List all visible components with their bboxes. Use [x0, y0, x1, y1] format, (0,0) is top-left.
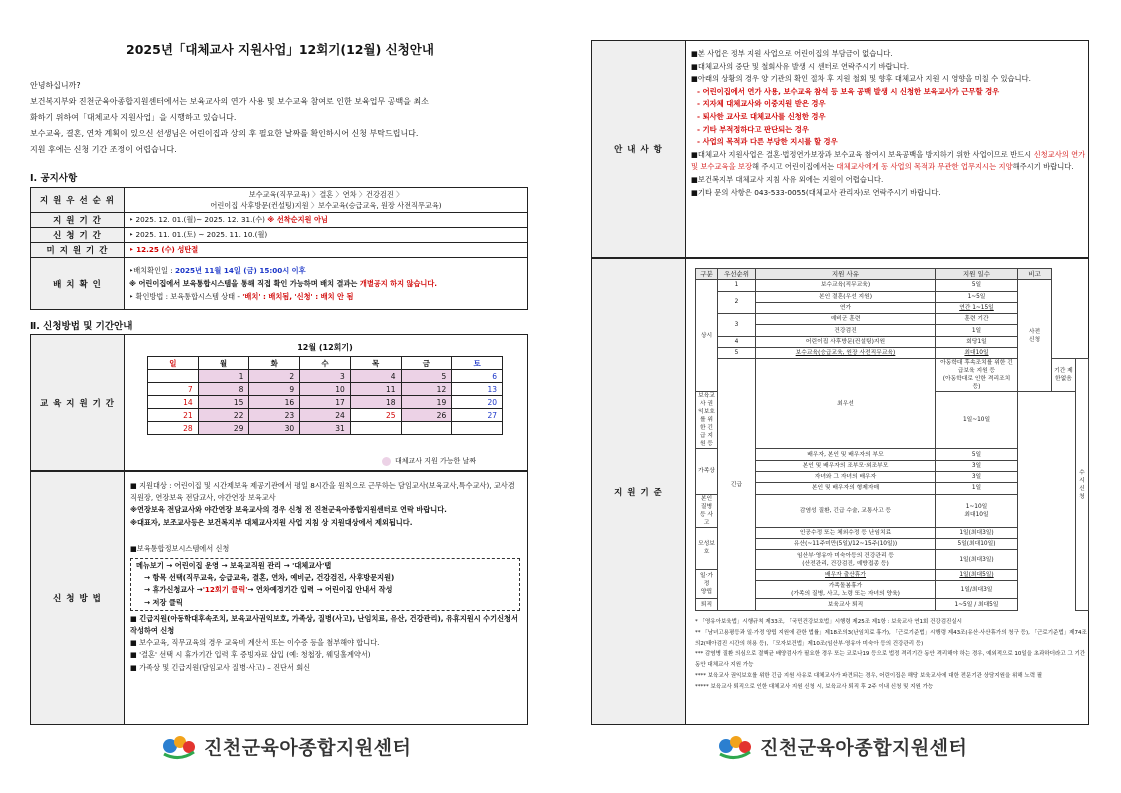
calendar-day: 5	[401, 370, 452, 383]
confirm-l3b: '배치' : 배치됨, '신청' : 배치 안 됨	[242, 292, 354, 301]
right-page	[561, 0, 1121, 793]
confirm-line	[129, 290, 523, 303]
guide-line: ■보건복지부 대체교사 지침 사유 외에는 지원이 어렵습니다.	[691, 174, 884, 184]
calendar	[147, 356, 503, 435]
apply-bullet: ■ 긴급지원(아동학대후속조치, 보육교사권익보호, 가족상, 질병(사고), 난임치료, 유산, 건강관리), 유휴지원시 수기신청서 작성하여 신청	[130, 613, 518, 636]
standard-label: 지 원 기 준	[592, 259, 686, 724]
cell: 1~5일 / 최대5일	[936, 599, 1018, 610]
guide-line: ■대체교사의 중단 및 철회사유 발생 시 센터로 연락주시기 바랍니다.	[691, 61, 910, 71]
weekday-sat: 토	[452, 357, 503, 370]
calendar-day: 3	[300, 370, 351, 383]
col-header: 비고	[1018, 269, 1052, 280]
cell: 1일	[936, 325, 1018, 336]
calendar-week	[148, 409, 503, 422]
cell: 배우자, 본인 및 배우자의 부모	[756, 449, 936, 460]
calendar-day	[401, 422, 452, 435]
section-heading: Ⅱ. 신청방법 및 기간안내	[30, 321, 133, 332]
cell: 훈련 기간	[936, 314, 1018, 325]
cell: 1	[718, 280, 756, 291]
support-label: 지 원 기 간	[31, 213, 125, 228]
cell: 어린이집 사후방문(컨설팅)지원	[756, 336, 936, 347]
calendar-day: 7	[148, 383, 199, 396]
col-header: 구분	[696, 269, 718, 280]
center-logo	[160, 732, 411, 760]
calendar-title: 12월 (12회기)	[297, 343, 353, 352]
guide-l4b: 신청교사의 연가 및 보수교육을 보장	[691, 149, 1086, 172]
priority-label: 지 원 우 선 순 위	[31, 188, 125, 213]
guide-line: ■본 사업은 정부 지원 사업으로 어린이집의 부담금이 없습니다.	[691, 49, 893, 58]
menu-step: 메뉴보기 → 어린이집 운영 → 보육교직원 관리 → '대체교사'탭	[136, 561, 332, 571]
note-any: 수시 신청	[1075, 359, 1088, 610]
cell: 1~10일 최대10일	[936, 494, 1018, 527]
calendar-week	[148, 422, 503, 435]
calendar-day	[350, 422, 401, 435]
guide-l4c: 해 주시고 어린이집에서는	[752, 162, 837, 172]
calendar-week	[148, 383, 503, 396]
calendar-day: 1	[198, 370, 249, 383]
intro-line: 화하기 위하여「대체교사 지원사업」을 시행하고 있습니다.	[30, 113, 237, 122]
apply-note: ※연장보육 전담교사와 야간연장 보육교사의 경우 신청 전 진천군육아종합지원센터로 연락 바랍니다.	[130, 505, 447, 515]
cell: 최우선	[756, 359, 936, 449]
table-row	[696, 280, 1089, 291]
menu-step: → 항목 선택(직무교육, 승급교육, 결혼, 연차, 예비군, 건강검진, 사후방문지원)	[144, 573, 395, 583]
calendar-day: 18	[350, 396, 401, 409]
calendar-week	[148, 396, 503, 409]
intro-text	[30, 78, 540, 158]
cell: 1일(최대3일)	[936, 550, 1018, 570]
calendar-day: 6	[452, 370, 503, 383]
center-logo	[716, 732, 967, 760]
cell: 본인 및 배우자의 형제자매	[756, 483, 936, 494]
cell: 1일(최대3일)	[936, 527, 1018, 538]
weekday-sun: 일	[148, 357, 199, 370]
calendar-day: 12	[401, 383, 452, 396]
menu-step-b: '12회기 클릭'	[202, 585, 248, 595]
cell: 임산부·영유아 미숙아등의 건강관리 등 (산전관리, 건강검진, 예방접종 등)	[756, 550, 936, 570]
calendar-day: 29	[198, 422, 249, 435]
cell: 3일	[936, 471, 1018, 482]
cell: 모성보호	[696, 527, 718, 570]
notice-table	[30, 187, 528, 310]
apply-note: ※대표자, 보조교사등은 보건복지부 대체교사지원 사업 지침 상 지원대상에서 제외됩니다.	[130, 517, 413, 527]
cell: 감염성 질환, 긴급 수술, 교통사고 등	[756, 494, 936, 527]
confirm-line	[129, 277, 523, 290]
note-pre: 사전 신청	[1018, 280, 1052, 392]
support-value	[125, 213, 528, 228]
calendar-day: 13	[452, 383, 503, 396]
calendar-day: 27	[452, 409, 503, 422]
calendar-day: 30	[249, 422, 300, 435]
cell: 보수교육(직무교육)	[756, 280, 936, 291]
cell: 연가	[756, 302, 936, 313]
menu-step	[136, 584, 514, 596]
guide-reason: - 퇴사한 교사로 대체교사를 신청한 경우	[697, 111, 826, 121]
cell: 1~5일	[936, 291, 1018, 302]
apply-bullet: ■ 보수교육, 직무교육의 경우 교육비 계산서 또는 이수증 등을 첨부해야 합니다.	[130, 638, 380, 648]
footnote: *** 감염병 질환 의심으로 결핵균 배양검사가 필요한 경우 또는 코로나19 등으로 법정 격리기간 동안 격리해야 하는 경우, 예외적으로 10일을 초과하더라고 그 기간 동안 대체교사 지원 가능	[695, 651, 1086, 669]
calendar-day: 8	[198, 383, 249, 396]
calendar-day: 16	[249, 396, 300, 409]
guide-label: 안 내 사 항	[592, 41, 686, 257]
calendar-day	[148, 370, 199, 383]
intro-line: 보건복지부와 진천군육아종합지원센터에서는 보육교사의 연가 사용 및 보수교육 참여로 인한 보육업무 공백을 최소	[30, 97, 429, 106]
menu-step: → 저장 클릭	[144, 597, 183, 607]
group-urgent: 긴급	[718, 359, 756, 610]
calendar-day: 2	[249, 370, 300, 383]
calendar-day: 31	[300, 422, 351, 435]
calendar-day: 22	[198, 409, 249, 422]
guide-l4e: 해주시기 바랍니다.	[1012, 162, 1074, 172]
weekday: 수	[300, 357, 351, 370]
weekday: 화	[249, 357, 300, 370]
cell: 최대10일	[936, 348, 1018, 359]
col-header: 우선순위	[718, 269, 756, 280]
standard-table	[695, 268, 1089, 611]
apply-method-content	[130, 480, 520, 674]
priority-value	[125, 188, 528, 213]
apply-target: ■ 지원대상 : 어린이집 및 시간제보육 제공기관에서 평일 8시간을 원칙으로 근무하는 담임교사(보육교사,특수교사), 교사겸직원장, 연장보육 전담교사, 야간연장 보육교사	[130, 481, 515, 503]
cell: 배우자 출산휴가	[756, 570, 936, 581]
guide-l4d: 대체교사에게 동 사업의 목적과 무관한 업무지시는 지양	[836, 162, 1013, 172]
cell: 5일(최대10일)	[936, 538, 1018, 549]
calendar-day: 20	[452, 396, 503, 409]
guide-line	[691, 149, 1086, 174]
guide-l4a: ■대체교사 지원사업은 결혼·법정연가보장과 보수교육 참여시 보육공백을 방지하기 위한 사업이므로 반드시	[691, 149, 1034, 159]
cell: 가족상	[696, 449, 718, 494]
calendar-day: 19	[401, 396, 452, 409]
cell: 1일~10일	[936, 392, 1018, 449]
support-note: ※ 선착순지원 아님	[267, 215, 328, 224]
cell: 3일	[936, 460, 1018, 471]
guide-reason: - 지자체 대체교사와 이중지원 받은 경우	[697, 99, 826, 109]
calendar-day: 10	[300, 383, 351, 396]
footnote: * 「영유아보육법」시행규칙 제33조, 「국민건강보호법」시행령 제25조 제1항 : 보육교사 연1회 건강검진실시	[695, 619, 962, 625]
nosupport-label: 미 지 원 기 간	[31, 243, 125, 258]
legend-swatch	[382, 457, 391, 466]
guide-line: ■아래의 상황의 경우 양 기관의 확인 절차 후 지원 철회 및 향후 대체교사 지원 시 영향을 미칠 수 있습니다.	[691, 74, 1031, 84]
calendar-day: 28	[148, 422, 199, 435]
page-title: 2025년「대체교사 지원사업」12회기(12월) 신청안내	[126, 42, 434, 57]
cell: 5일	[936, 280, 1018, 291]
confirm-l2a: ※ 어린이집에서 보육통합시스템을 통해 직접 확인 가능하며 배치 결과는	[129, 279, 360, 288]
cell: 1일	[936, 483, 1018, 494]
footnote: ** 「남녀고용평등과 일·가정 양립 지원에 관한 법률」제18조의3(난임치료 휴가), 「근로기준법」시행령 제43조(유산·사산휴가의 청구 등), 「근로기준법」제74조의2(태아검진 시간의 허용 등), 「모자보건법」제10조(임산부·영유아 미숙아 등의 건강관리 등)	[695, 629, 1087, 647]
intro-line: 보수교육, 결혼, 연차 계획이 있으신 선생님은 어린이집과 상의 후 필요한 날짜를 확인하시어 신청 부탁드립니다.	[30, 129, 419, 138]
footnote: **** 보육교사 권익보호를 위한 긴급 지원 사유로 대체교사가 파견되는 경우, 어린이집은 해당 보육교사에 대한 전문기관 상담지원을 위해 노력 필	[695, 672, 1043, 679]
group-regular: 상시	[696, 280, 718, 392]
apply-system: ■보육통합정보시스템에서 신청	[130, 543, 230, 553]
logo-icon	[160, 732, 198, 760]
nosupport-value: ‣ 12.25 (수) 성탄절	[125, 243, 528, 258]
cell: 보육교사 권익보호를 위한 긴급 지원 등	[696, 392, 718, 449]
col-header: 지원 사유	[756, 269, 936, 280]
guide-reason: - 어린이집에서 연가 사용, 보수교육 참석 등 보육 공백 발생 시 신청한 보육교사가 근무할 경우	[697, 86, 1000, 96]
cell: 가족돌봄휴가 (가족의 질병, 사고, 노령 또는 자녀의 양육)	[756, 581, 936, 599]
guide-reason: - 사업의 목적과 다른 부당한 지시를 할 경우	[697, 137, 838, 147]
menu-step-a: → 휴가신청교사 →	[144, 585, 203, 595]
cell: 아동학대 후속조치를 위한 긴급보육 지원 등 (아동학대로 인한 격리조치 등)	[936, 359, 1018, 392]
logo-icon	[716, 732, 754, 760]
calendar-day: 26	[401, 409, 452, 422]
cell: 5일	[936, 449, 1018, 460]
confirm-l1a: ‣배치확인일 :	[129, 266, 175, 275]
confirm-l2b: 개별공지 하지 않습니다.	[359, 279, 438, 288]
col-header: 지원 일수	[936, 269, 1018, 280]
calendar-day: 23	[249, 409, 300, 422]
guide-content	[691, 48, 1086, 199]
priority-line: 보수교육(직무교육) 〉결혼 〉연차 〉건강검진 〉	[248, 190, 404, 199]
calendar-day: 11	[350, 383, 401, 396]
cell: 보육교사 퇴직	[756, 599, 936, 610]
cell: 건강검진	[756, 325, 936, 336]
apply-bullet: ■ 가족상 및 긴급지원(담임교사 질병·사고) – 진단서 회신	[130, 662, 311, 672]
calendar-day: 4	[350, 370, 401, 383]
cell: 보수교육(승급교육, 원장 사전직무교육)	[756, 348, 936, 359]
cell: 본인 및 배우자의 조부모·외조부모	[756, 460, 936, 471]
calendar-week	[148, 370, 503, 383]
footnotes	[695, 617, 1089, 693]
confirm-date: 2025년 11월 14일 (금) 15:00시 이후	[174, 266, 306, 275]
confirm-label: 배 치 확 인	[31, 258, 125, 310]
calendar-day: 17	[300, 396, 351, 409]
confirm-l3a: ‣ 확인방법 : 보육통합시스템 상태 -	[129, 292, 243, 301]
cell: 자녀와 그 자녀의 배우자	[756, 471, 936, 482]
menu-step-c: → 연차예정기간 입력 → 어린이집 안내서 작성	[247, 585, 393, 595]
intro-line: 지원 후에는 신청 기간 조정이 어렵습니다.	[30, 145, 177, 154]
legend-text: 대체교사 지원 가능한 날짜	[395, 457, 477, 465]
calendar-day: 9	[249, 383, 300, 396]
calendar-day: 25	[350, 409, 401, 422]
edu-period-label: 교 육 지 원 기 간	[31, 335, 125, 470]
calendar-day: 15	[198, 396, 249, 409]
logo-text: 진천군육아종합지원센터	[204, 736, 412, 759]
logo-text: 진천군육아종합지원센터	[760, 736, 968, 759]
confirm-value	[125, 258, 528, 310]
apply-bullet: ■ '결혼' 선택 시 휴가기간 입력 후 증빙자료 삽입 (예: 청첩장, 웨딩홀계약서)	[130, 650, 371, 660]
cell: 1일/최대3일	[936, 581, 1018, 599]
cell: 3	[718, 314, 756, 337]
intro-line: 안녕하십니까?	[30, 81, 81, 90]
cell: 퇴직	[696, 599, 718, 610]
menu-path	[130, 558, 520, 611]
footnote: ***** 보육교사 퇴직으로 인한 대체교사 지원 신청 시, 보육교사 퇴직 후 2주 이내 신청 및 지원 가능	[695, 683, 934, 690]
cell: 5	[718, 348, 756, 359]
cell: 본인 질병 등 사고	[696, 494, 718, 527]
weekday: 금	[401, 357, 452, 370]
priority-line: 어린이집 사후방문(컨설팅)지원 〉보수교육(승급교육, 원장 사전직무교육)	[210, 201, 442, 210]
cell: 연간 1~15일	[936, 302, 1018, 313]
calendar-day: 21	[148, 409, 199, 422]
apply-method-label: 신 청 방 법	[31, 472, 125, 724]
cell: 2	[718, 291, 756, 314]
support-dates: ‣ 2025. 12. 01.(월)~ 2025. 12. 31.(수)	[129, 215, 265, 224]
calendar-day: 14	[148, 396, 199, 409]
cell: 기간 제한없음	[1052, 359, 1076, 392]
guide-reason: - 기타 부적정하다고 판단되는 경우	[697, 124, 809, 134]
apply-period-label: 신 청 기 간	[31, 228, 125, 243]
cell: 회당1일	[936, 336, 1018, 347]
left-page	[0, 0, 560, 793]
confirm-line	[129, 264, 523, 277]
cell: 예비군 훈련	[756, 314, 936, 325]
cell: 4	[718, 336, 756, 347]
section-heading: Ⅰ. 공지사항	[30, 173, 78, 184]
cell: 유산(~11주미만(5일)/12~15주(10일))	[756, 538, 936, 549]
calendar-day: 24	[300, 409, 351, 422]
cell: 일·가정 양립	[696, 570, 718, 599]
weekday: 목	[350, 357, 401, 370]
guide-line: ■기타 문의 사항은 043-533-0055(대체교사 관리자)로 연락주시기 바랍니다.	[691, 187, 941, 197]
weekday: 월	[198, 357, 249, 370]
calendar-day	[452, 422, 503, 435]
cell: 1일(최대5일)	[936, 570, 1018, 581]
apply-period-value: ‣ 2025. 11. 01.(토) ~ 2025. 11. 10.(월)	[125, 228, 528, 243]
cell: 인공수정 또는 체외수정 등 난임치료	[756, 527, 936, 538]
cell: 본인 결혼(우선 지원)	[756, 291, 936, 302]
calendar-legend	[382, 456, 476, 466]
